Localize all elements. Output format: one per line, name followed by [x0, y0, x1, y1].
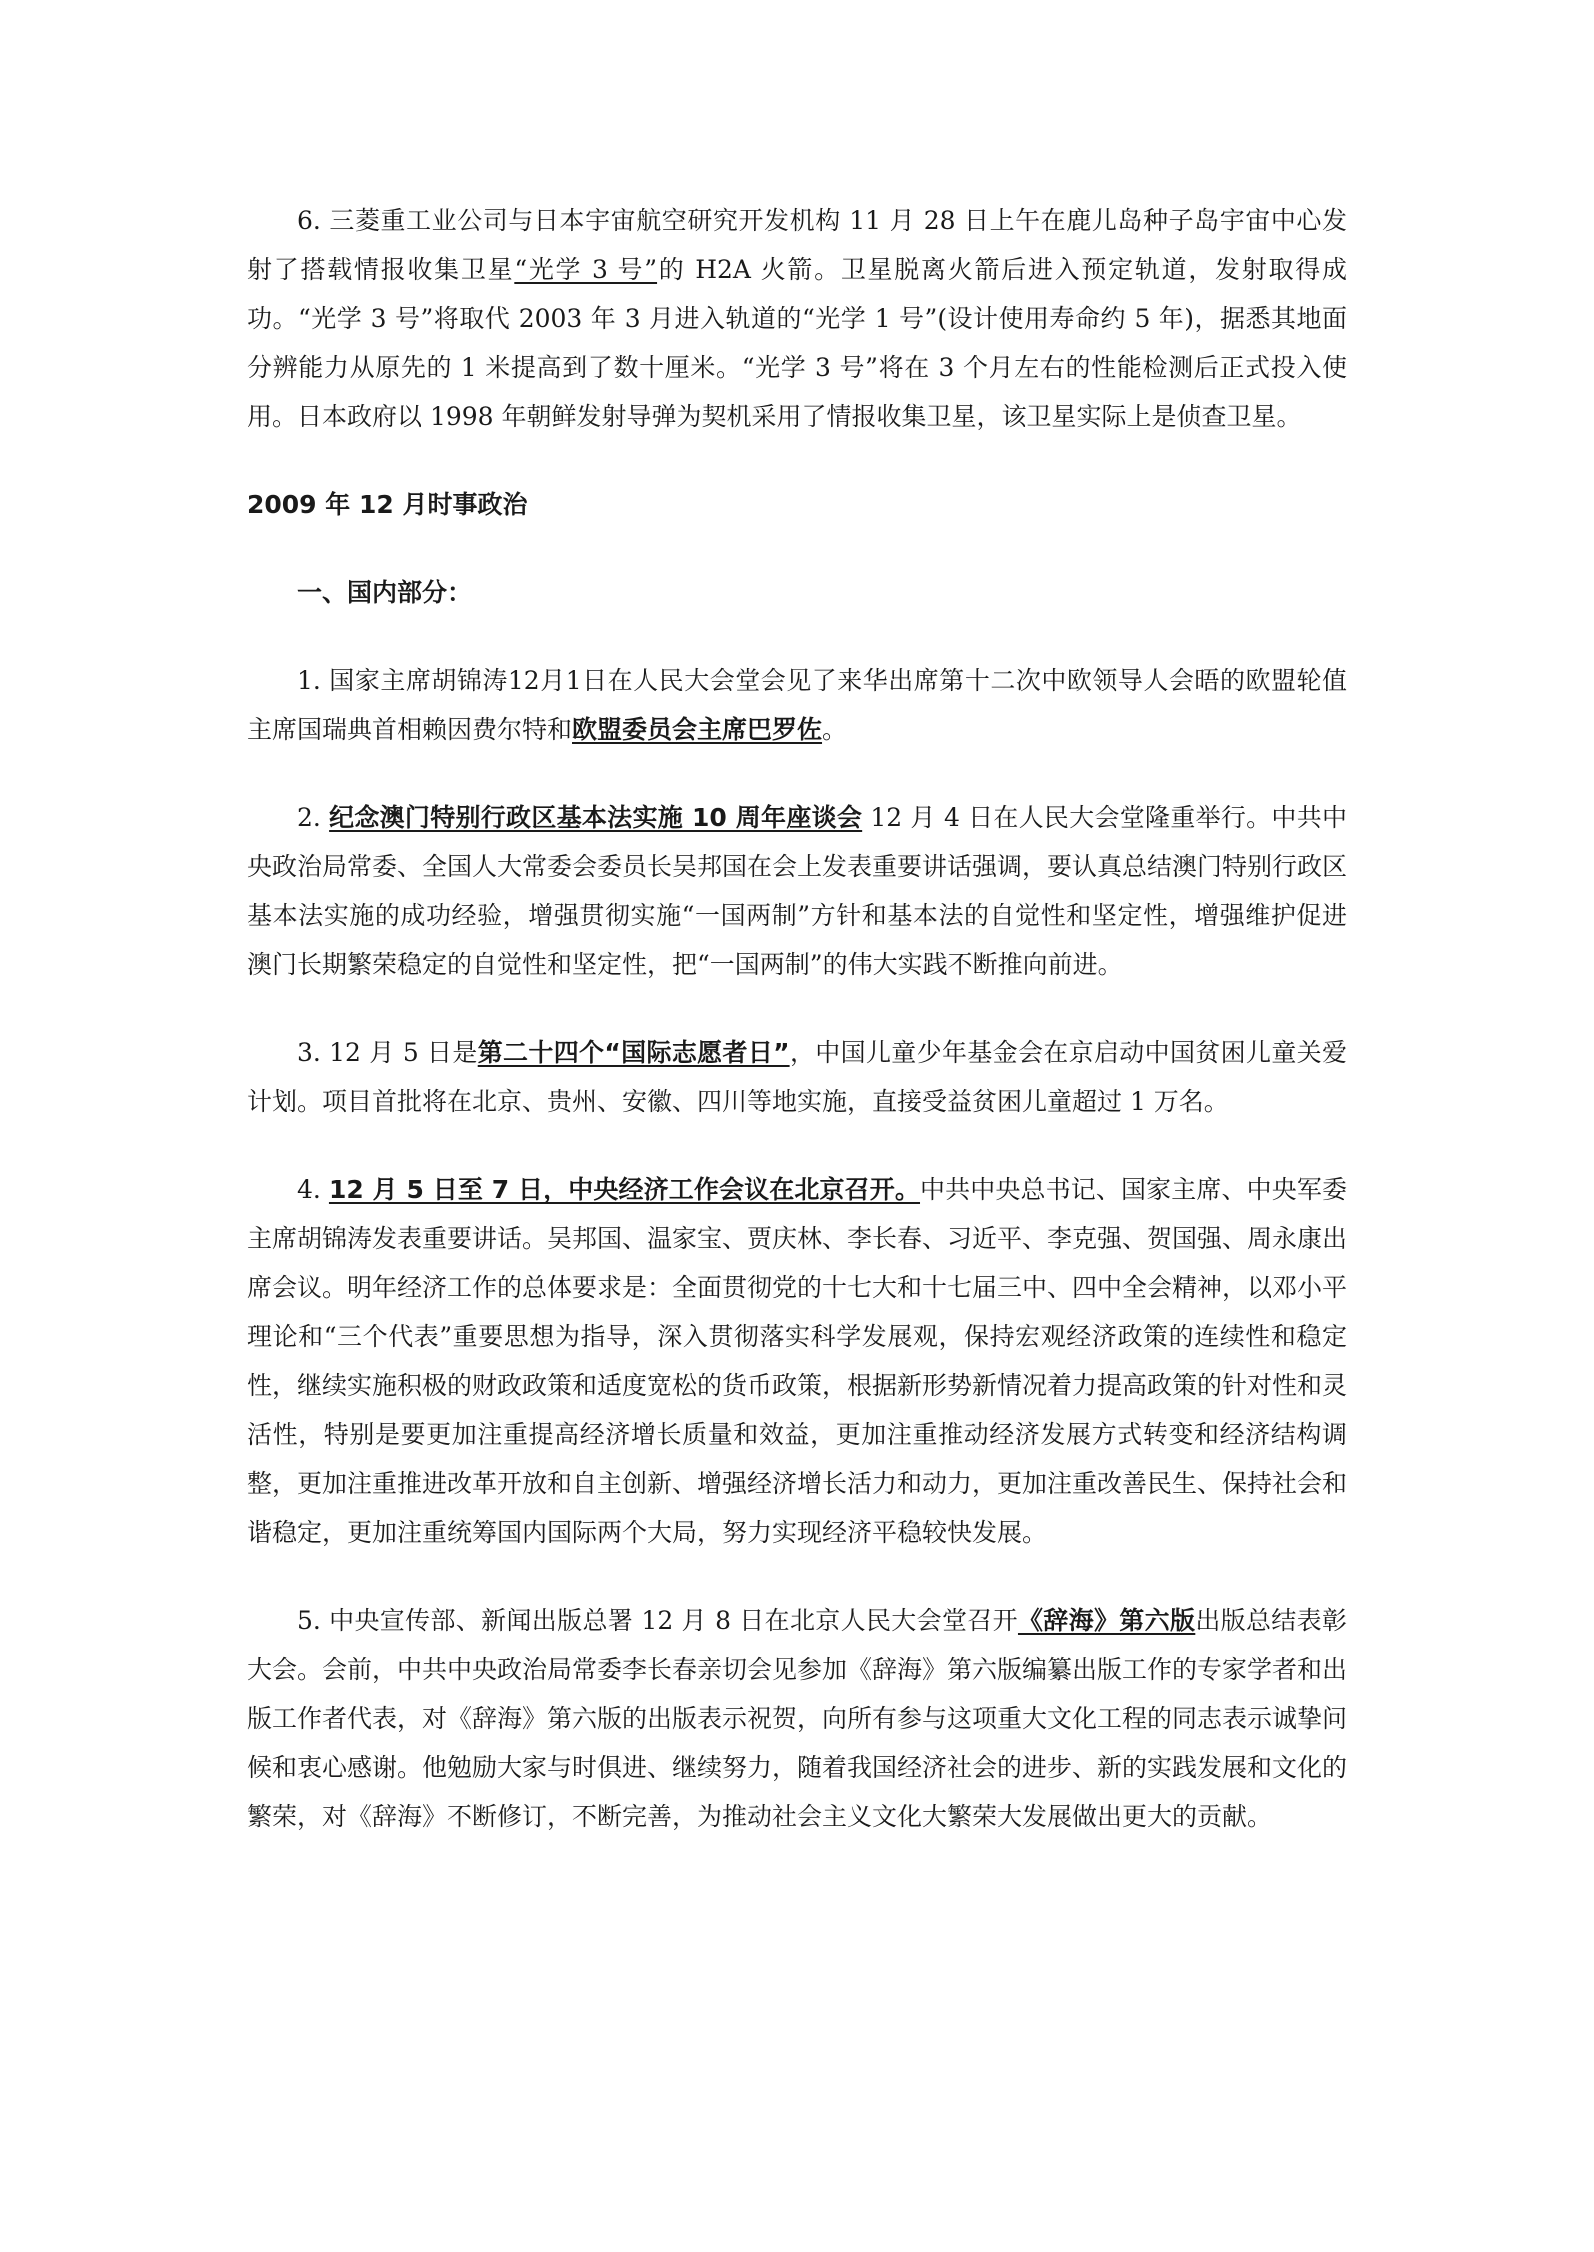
paragraph-item-6 — [247, 196, 1347, 441]
list-item-5 — [247, 1596, 1347, 1841]
item-highlight-link[interactable]: 12 月 5 日至 7 日，中央经济工作会议在北京召开。 — [328, 1175, 921, 1204]
item-highlight-link[interactable]: 《辞海》第六版 — [1017, 1606, 1196, 1635]
item-text-after: 12 月 4 日在人民大会堂隆重举行。中共中央政治局常委、全国人大常委会委员长吴邦国在会上发表重要讲话强调，要认真总结澳门特别行政区基本法实施的成功经验，增强贯彻实施“一国两制”方针和基本法的自觉性和坚定性，增强维护促进澳门长期繁荣稳定的自觉性和坚定性，把“一国两制”的伟大实践不断推向前进。 — [247, 803, 1348, 979]
item-highlight-link[interactable]: 欧盟委员会主席巴罗佐 — [572, 715, 823, 744]
guangxue-3-link[interactable]: “光学 3 号” — [514, 255, 658, 284]
list-item-3 — [247, 1028, 1347, 1126]
item-text-after: 。 — [822, 715, 848, 744]
section-title: 2009 年 12 月时事政治 — [247, 490, 528, 519]
item-text-after: 出版总结表彰大会。会前，中共中央政治局常委李长春亲切会见参加《辞海》第六版编纂出版工作的专家学者和出版工作者代表，对《辞海》第六版的出版表示祝贺，向所有参与这项重大文化工程的同志表示诚挚问候和衷心感谢。他勉励大家与时俱进、继续努力，随着我国经济社会的进步、新的实践发展和文化的繁荣，对《辞海》不断修订，不断完善，为推动社会主义文化大繁荣大发展做出更大的贡献。 — [247, 1606, 1348, 1831]
paragraph-text-continued: 的 H2A 火箭。卫星脱离火箭后进入预定轨道，发射取得成功。“光学 3 号”将取代 2003 年 3 月进入轨道的“光学 1 号”(设计使用寿命约 5 年)，据悉其地面分辨能力从原先的 1 米提高到了数十厘米。“光学 3 号”将在 3 个月左右的性能检测后正式投入使用。日本政府以 1998 年朝鲜发射导弹为契机采用了情报收集卫星，该卫星实际上是侦查卫星。 — [247, 255, 1347, 431]
list-item-4 — [247, 1165, 1347, 1557]
item-text-before: 1. 国家主席胡锦涛12月1日在人民大会堂会见了来华出席第十二次中欧领导人会晤的欧盟轮值主席国瑞典首相赖因费尔特和 — [247, 666, 1347, 744]
item-text-before: 2. — [297, 803, 330, 832]
list-item-1 — [247, 656, 1347, 754]
part-title: 一、国内部分： — [297, 578, 473, 607]
paragraph-text: 6. 三菱重工业公司与日本宇宙航空研究开发机构 11 月 28 日上午在鹿儿岛种子岛宇宙中心发射了搭载情报收集卫星 — [247, 206, 1347, 284]
document-body — [247, 196, 1347, 1880]
item-text-before: 3. 12 月 5 日是 — [297, 1038, 478, 1067]
item-text-after: ，中国儿童少年基金会在京启动中国贫困儿童关爱计划。项目首批将在北京、贵州、安徽、四川等地实施，直接受益贫困儿童超过 1 万名。 — [247, 1038, 1347, 1116]
item-text-after: 中共中央总书记、国家主席、中央军委主席胡锦涛发表重要讲话。吴邦国、温家宝、贾庆林、李长春、习近平、李克强、贺国强、周永康出席会议。明年经济工作的总体要求是：全面贯彻党的十七大和十七届三中、四中全会精神，以邓小平理论和“三个代表”重要思想为指导，深入贯彻落实科学发展观，保持宏观经济政策的连续性和稳定性，继续实施积极的财政政策和适度宽松的货币政策，根据新形势新情况着力提高政策的针对性和灵活性，特别是要更加注重提高经济增长质量和效益，更加注重推动经济发展方式转变和经济结构调整，更加注重推进改革开放和自主创新、增强经济增长活力和动力，更加注重改善民生、保持社会和谐稳定，更加注重统筹国内国际两个大局，努力实现经济平稳较快发展。 — [247, 1175, 1348, 1547]
item-text-before: 4. — [297, 1175, 329, 1204]
item-highlight-link[interactable]: 第二十四个“国际志愿者日” — [477, 1038, 790, 1067]
list-item-2 — [247, 793, 1347, 989]
item-highlight-link[interactable]: 纪念澳门特别行政区基本法实施 10 周年座谈会 — [329, 803, 863, 832]
item-text-before: 5. 中央宣传部、新闻出版总署 12 月 8 日在北京人民大会堂召开 — [297, 1606, 1018, 1635]
